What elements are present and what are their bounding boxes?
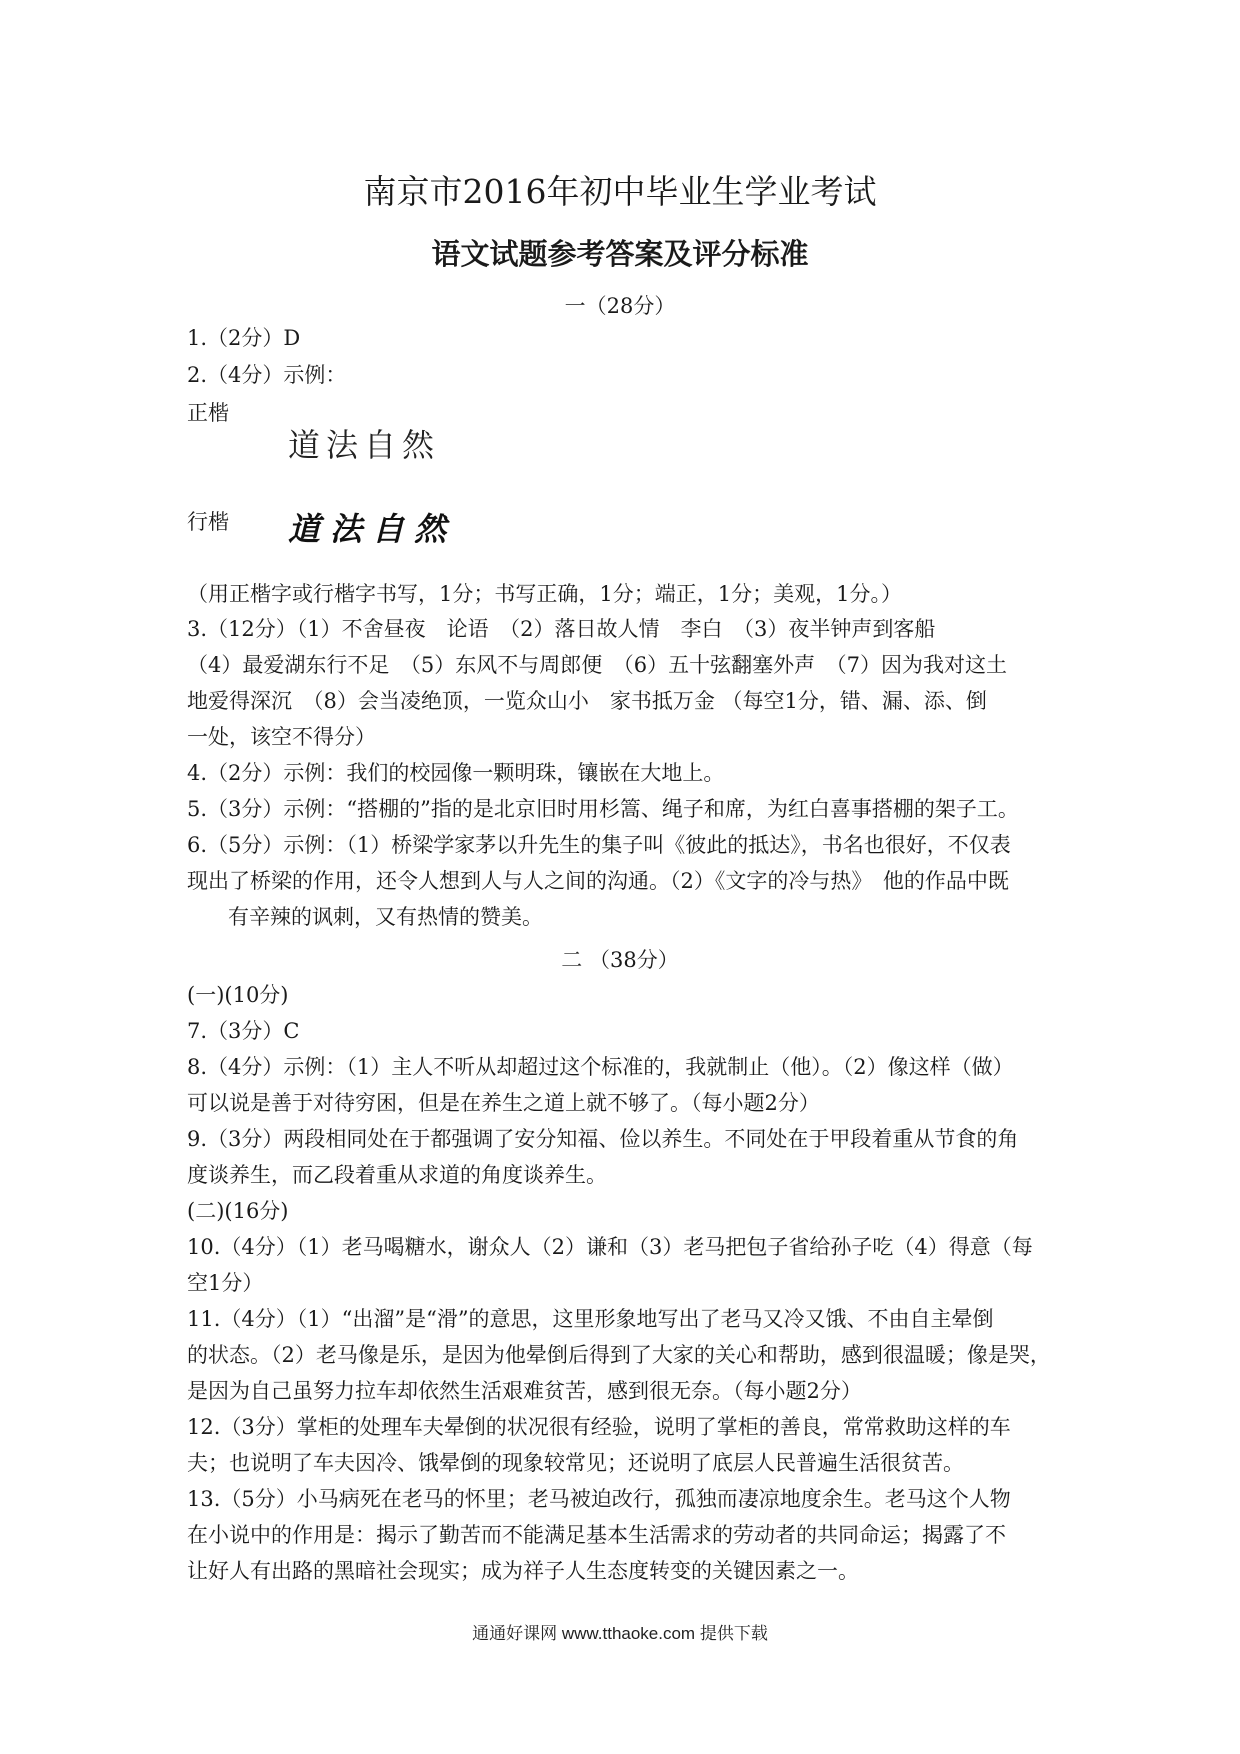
answer-q3-line: 3.（12分）（1）不舍昼夜 论语 （2）落日故人情 李白 （3）夜半钟声到客船 — [187, 617, 936, 641]
answer-q9-line: 9.（3分）两段相同处在于都强调了安分知福、俭以养生。不同处在于甲段着重从节食的角 — [187, 1127, 1019, 1151]
answer-q2: 2.（4分）示例： — [187, 363, 347, 387]
answer-q11-line: 的状态。（2）老马像是乐，是因为他晕倒后得到了大家的关心和帮助，感到很温暖；像是哭， — [187, 1343, 1051, 1367]
answer-q12-line: 12.（3分）掌柜的处理车夫晕倒的状况很有经验，说明了掌柜的善良，常常救助这样的车 — [187, 1415, 1011, 1439]
answer-q3-line: 一处，该空不得分） — [187, 725, 376, 749]
section-heading-1: 一（28分） — [564, 294, 676, 318]
regular-script-label: 正楷 — [187, 401, 229, 425]
answer-q1: 1.（2分）D — [187, 326, 301, 350]
answer-q8-line: 可以说是善于对待穷困，但是在养生之道上就不够了。（每小题2分） — [187, 1091, 820, 1115]
answer-q11-line: 11.（4分）（1）“出溜”是“滑”的意思，这里形象地写出了老马又冷又饿、不由自主晕倒 — [187, 1307, 994, 1331]
running-script-label: 行楷 — [187, 510, 229, 534]
answer-key-title: 语文试题参考答案及评分标准 — [431, 237, 809, 271]
answer-q13-line: 在小说中的作用是：揭示了勤苦而不能满足基本生活需求的劳动者的共同命运；揭露了不 — [187, 1523, 1006, 1547]
answer-q6-line: 6.（5分）示例：（1）桥梁学家茅以升先生的集子叫《彼此的抵达》，书名也很好，不仅表 — [187, 833, 1011, 857]
footer-source-note: 通通好课网 www.tthaoke.com 提供下载 — [472, 1624, 768, 1643]
running-script-sample: 道法自然 — [288, 510, 457, 548]
subsection-heading-1: (一)(10分) — [187, 983, 289, 1007]
answer-q4: 4.（2分）示例：我们的校园像一颗明珠，镶嵌在大地上。 — [187, 761, 725, 785]
answer-q7: 7.（3分）C — [187, 1019, 300, 1043]
answer-q3-line: （4）最爱湖东行不足 （5）东风不与周郎便 （6）五十弦翻塞外声 （7）因为我对这土 — [187, 653, 1007, 677]
exam-title: 南京市2016年初中毕业生学业考试 — [363, 172, 877, 211]
section-heading-2: 二 （38分） — [561, 948, 679, 972]
regular-script-sample: 道法自然 — [288, 426, 441, 464]
answer-q10-line: 10.（4分）（1）老马喝糖水，谢众人（2）谦和（3）老马把包子省给孙子吃（4）得意（每 — [187, 1235, 1033, 1259]
answer-q13-line: 让好人有出路的黑暗社会现实；成为祥子人生态度转变的关键因素之一。 — [187, 1559, 859, 1583]
answer-q6-line: 现出了桥梁的作用，还令人想到人与人之间的沟通。（2）《文字的冷与热》 他的作品中既 — [187, 869, 1009, 893]
answer-q8-line: 8.（4分）示例：（1）主人不听从却超过这个标准的，我就制止（他）。（2）像这样（做） — [187, 1055, 1014, 1079]
answer-q11-line: 是因为自己虽努力拉车却依然生活艰难贫苦，感到很无奈。（每小题2分） — [187, 1379, 862, 1403]
answer-q12-line: 夫；也说明了车夫因冷、饿晕倒的现象较常见；还说明了底层人民普遍生活很贫苦。 — [187, 1451, 964, 1475]
answer-q9-line: 度谈养生，而乙段着重从求道的角度谈养生。 — [187, 1163, 607, 1187]
answer-q13-line: 13.（5分）小马病死在老马的怀里；老马被迫改行，孤独而凄凉地度余生。老马这个人物 — [187, 1487, 1011, 1511]
answer-q6-line: 有辛辣的讽刺，又有热情的赞美。 — [228, 905, 543, 929]
answer-q10-line: 空1分） — [187, 1271, 264, 1295]
subsection-heading-2: (二)(16分) — [187, 1199, 289, 1223]
answer-q3-line: 地爱得深沉 （8）会当凌绝顶，一览众山小 家书抵万金 （每空1分，错、漏、添、倒 — [187, 689, 987, 713]
answer-q5: 5.（3分）示例：“搭棚的”指的是北京旧时用杉篙、绳子和席，为红白喜事搭棚的架子工。 — [187, 797, 1019, 821]
calligraphy-scoring-note: （用正楷字或行楷字书写，1分；书写正确，1分；端正，1分；美观，1分。） — [187, 582, 902, 606]
